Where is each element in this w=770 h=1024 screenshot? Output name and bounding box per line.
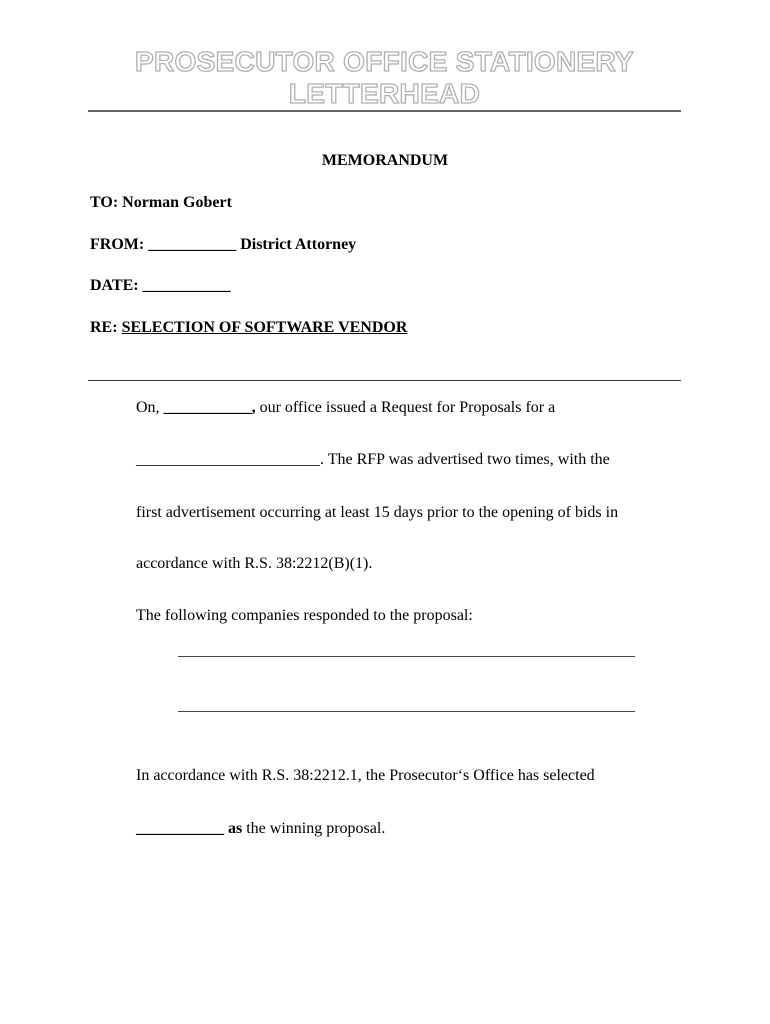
from-label: FROM: xyxy=(90,236,145,253)
paragraph1-line3: first advertisement occurring at least 15 days prior to the opening of bids in xyxy=(136,504,619,521)
paragraph2: The following companies responded to the proposal: xyxy=(136,607,473,624)
from-blank: ___________ xyxy=(148,236,237,253)
as-word: as xyxy=(224,820,243,837)
paragraph1-line4: accordance with R.S. 38:2212(B)(1). xyxy=(136,555,373,572)
p1-line2-end: . The RFP was advertised two times, with the xyxy=(320,451,610,468)
from-line xyxy=(90,235,356,255)
p1-line1-end: our office issued a Request for Proposals for a xyxy=(255,399,556,416)
to-label: TO: xyxy=(90,194,119,211)
from-value: District Attorney xyxy=(240,236,357,253)
paragraph1-line1 xyxy=(136,398,555,418)
p1-line1-start: On, xyxy=(136,399,164,416)
re-value: SELECTION OF SOFTWARE VENDOR xyxy=(121,319,408,336)
letterhead-title xyxy=(88,46,681,110)
company-blank-line-1 xyxy=(178,656,635,657)
to-value: Norman Gobert xyxy=(122,194,232,211)
letterhead-title-line2: LETTERHEAD xyxy=(288,78,481,109)
letterhead-divider xyxy=(88,110,681,112)
paragraph3-line2 xyxy=(136,819,385,839)
date-blank: ___________ xyxy=(142,277,231,294)
rfp-subject-blank: _______________________ xyxy=(136,451,320,468)
date-label: DATE: xyxy=(90,277,139,294)
letterhead-title-line1: PROSECUTOR OFFICE STATIONERY xyxy=(135,46,634,77)
rfp-date-blank: ___________, xyxy=(163,399,256,416)
p3-line2-end: the winning proposal. xyxy=(242,820,386,837)
paragraph3-line1: In accordance with R.S. 38:2212.1, the Prosecutor‘s Office has selected xyxy=(136,767,595,784)
paragraph1-line2 xyxy=(136,450,610,470)
re-line xyxy=(90,318,407,338)
date-line xyxy=(90,276,231,296)
to-line xyxy=(90,193,232,213)
winner-blank: ___________ xyxy=(136,820,224,837)
memo-heading: MEMORANDUM xyxy=(321,152,449,169)
memo-divider xyxy=(88,380,681,381)
re-label: RE: xyxy=(90,319,118,336)
company-blank-line-2 xyxy=(178,711,635,712)
